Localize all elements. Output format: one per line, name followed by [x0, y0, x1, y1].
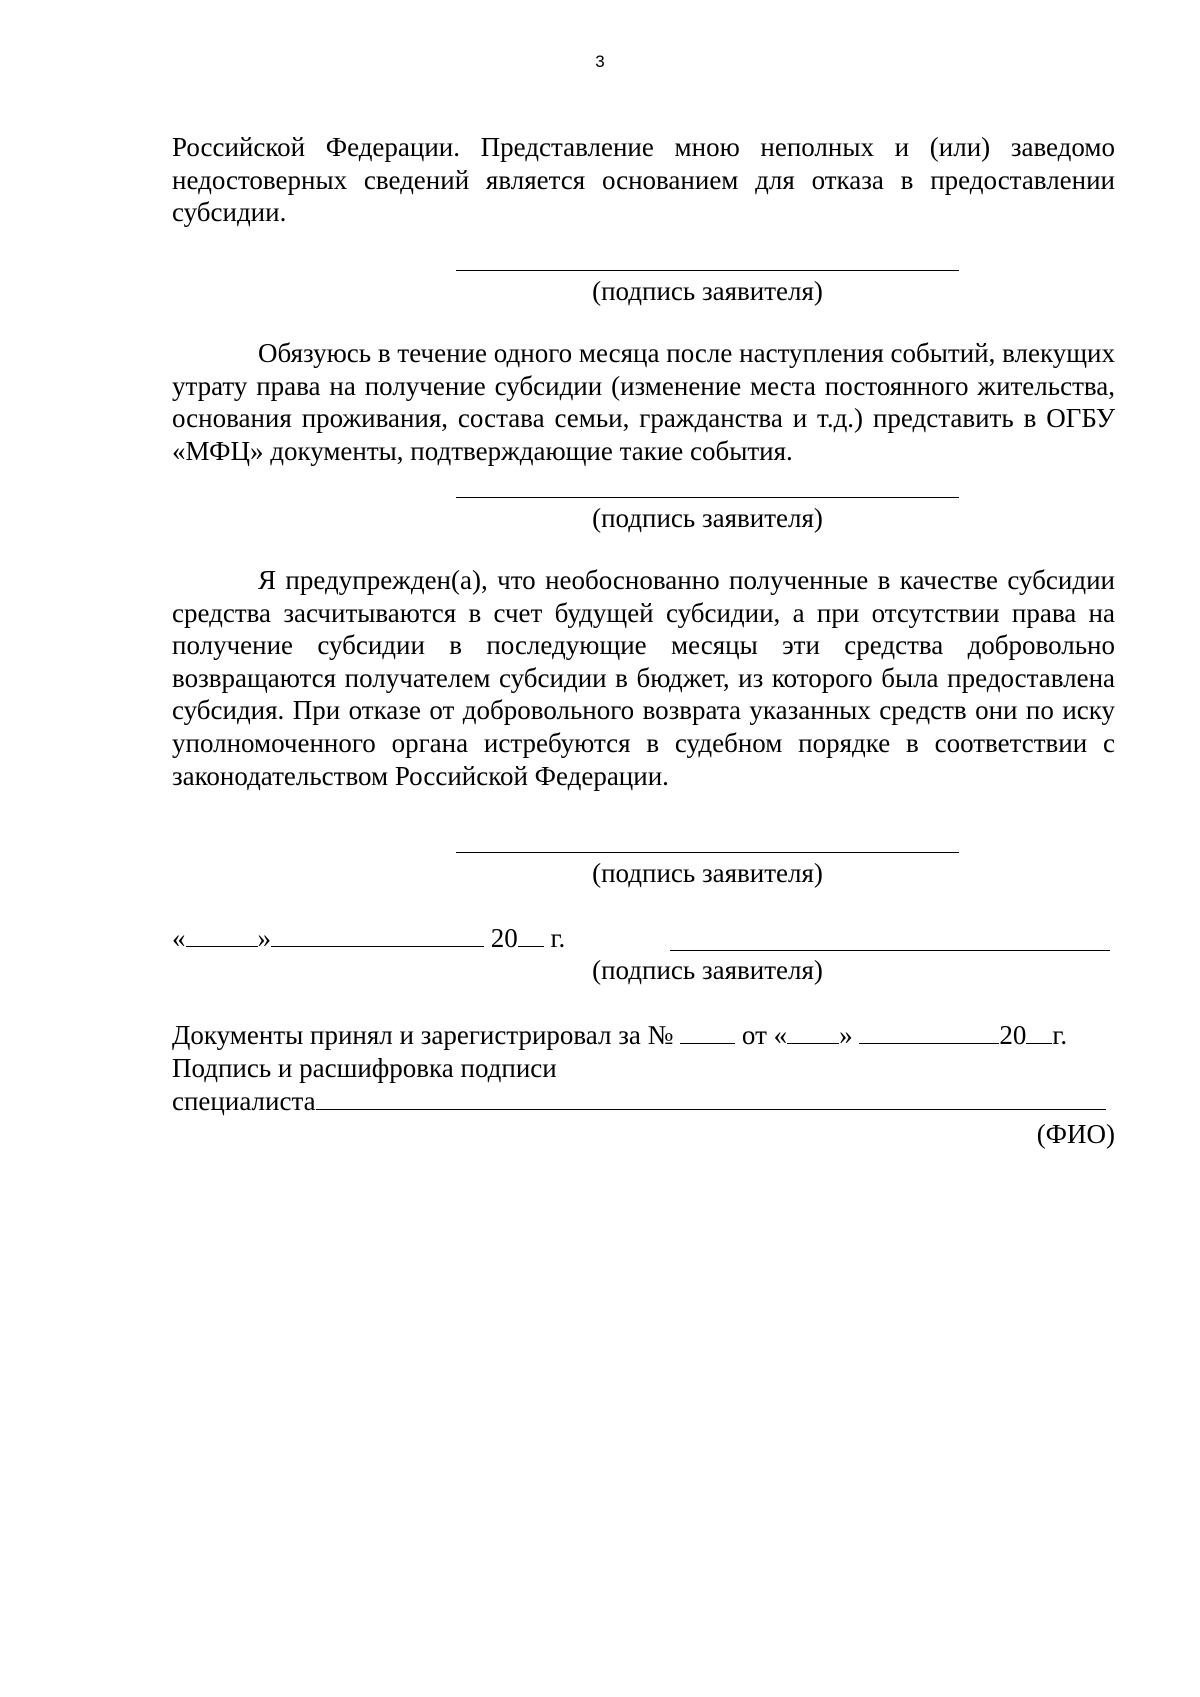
signature-caption-3: (подпись заявителя)	[592, 858, 823, 888]
date-row	[172, 923, 565, 953]
signature-caption-1: (подпись заявителя)	[592, 276, 823, 306]
month-blank[interactable]	[271, 924, 484, 947]
registration-year-blank[interactable]	[1026, 1021, 1052, 1044]
signature-caption-2: (подпись заявителя)	[592, 503, 823, 533]
paragraph-responsibility: Российской Федерации. Представление мною неполных и (или) заведомо недостоверных сведений является основанием для отказа в предоставлении субсидии.	[172, 132, 1115, 228]
registration-year-suffix: г.	[1052, 1020, 1068, 1050]
registration-line-3	[172, 1086, 1106, 1116]
fio-label: (ФИО)	[1036, 1119, 1115, 1149]
year-blank[interactable]	[518, 924, 544, 947]
paragraph-warning-text: Я предупрежден(а), что необоснованно полученные в качестве субсидии средства засчитываются в счет будущей субсидии, а при отсутствии права на получение субсидии в последующие месяцы эти средства добровольно возвращаются получателем субсидии в бюджет, из которого была предоставлена субсидия. При отказе от добровольного возврата указанных средств они по иску уполномоченного органа истребуются в судебном порядке в соответствии с законодательством Российской Федерации.	[172, 565, 1115, 791]
registration-number-blank[interactable]	[680, 1021, 735, 1044]
day-blank[interactable]	[186, 924, 258, 947]
paragraph-warning	[172, 564, 1115, 792]
registration-from-label: от «	[741, 1020, 788, 1050]
registration-month-blank[interactable]	[859, 1021, 999, 1044]
signature-caption-4: (подпись заявителя)	[592, 955, 823, 985]
signature-line-2	[456, 497, 959, 498]
registration-close-quote: »	[839, 1020, 853, 1050]
signature-line-1	[456, 270, 959, 271]
paragraph-obligation-text: Обязуюсь в течение одного месяца после наступления событий, влекущих утрату права на получение субсидии (изменение места постоянного жительства, основания проживания, состава семьи, гражданства и т.д.) представить в ОГБУ «МФЦ» документы, подтверждающие такие события.	[172, 338, 1115, 466]
registration-line-1	[172, 1020, 1115, 1050]
date-close-quote: »	[257, 923, 271, 953]
signature-line-3	[456, 852, 959, 853]
registration-day-blank[interactable]	[787, 1021, 839, 1044]
registration-year-prefix: 20	[999, 1020, 1027, 1050]
year-suffix: г.	[550, 923, 566, 953]
date-open-quote: «	[172, 923, 186, 953]
registration-line-2: Подпись и расшифровка подписи	[172, 1053, 557, 1083]
page-number: 3	[595, 52, 605, 71]
specialist-label: специалиста	[172, 1086, 316, 1116]
specialist-signature-blank[interactable]	[316, 1087, 1106, 1110]
signature-line-4[interactable]	[670, 950, 1110, 951]
year-prefix: 20	[490, 923, 518, 953]
registration-text: Документы принял и зарегистрировал за №	[172, 1020, 674, 1050]
paragraph-obligation	[172, 337, 1115, 467]
